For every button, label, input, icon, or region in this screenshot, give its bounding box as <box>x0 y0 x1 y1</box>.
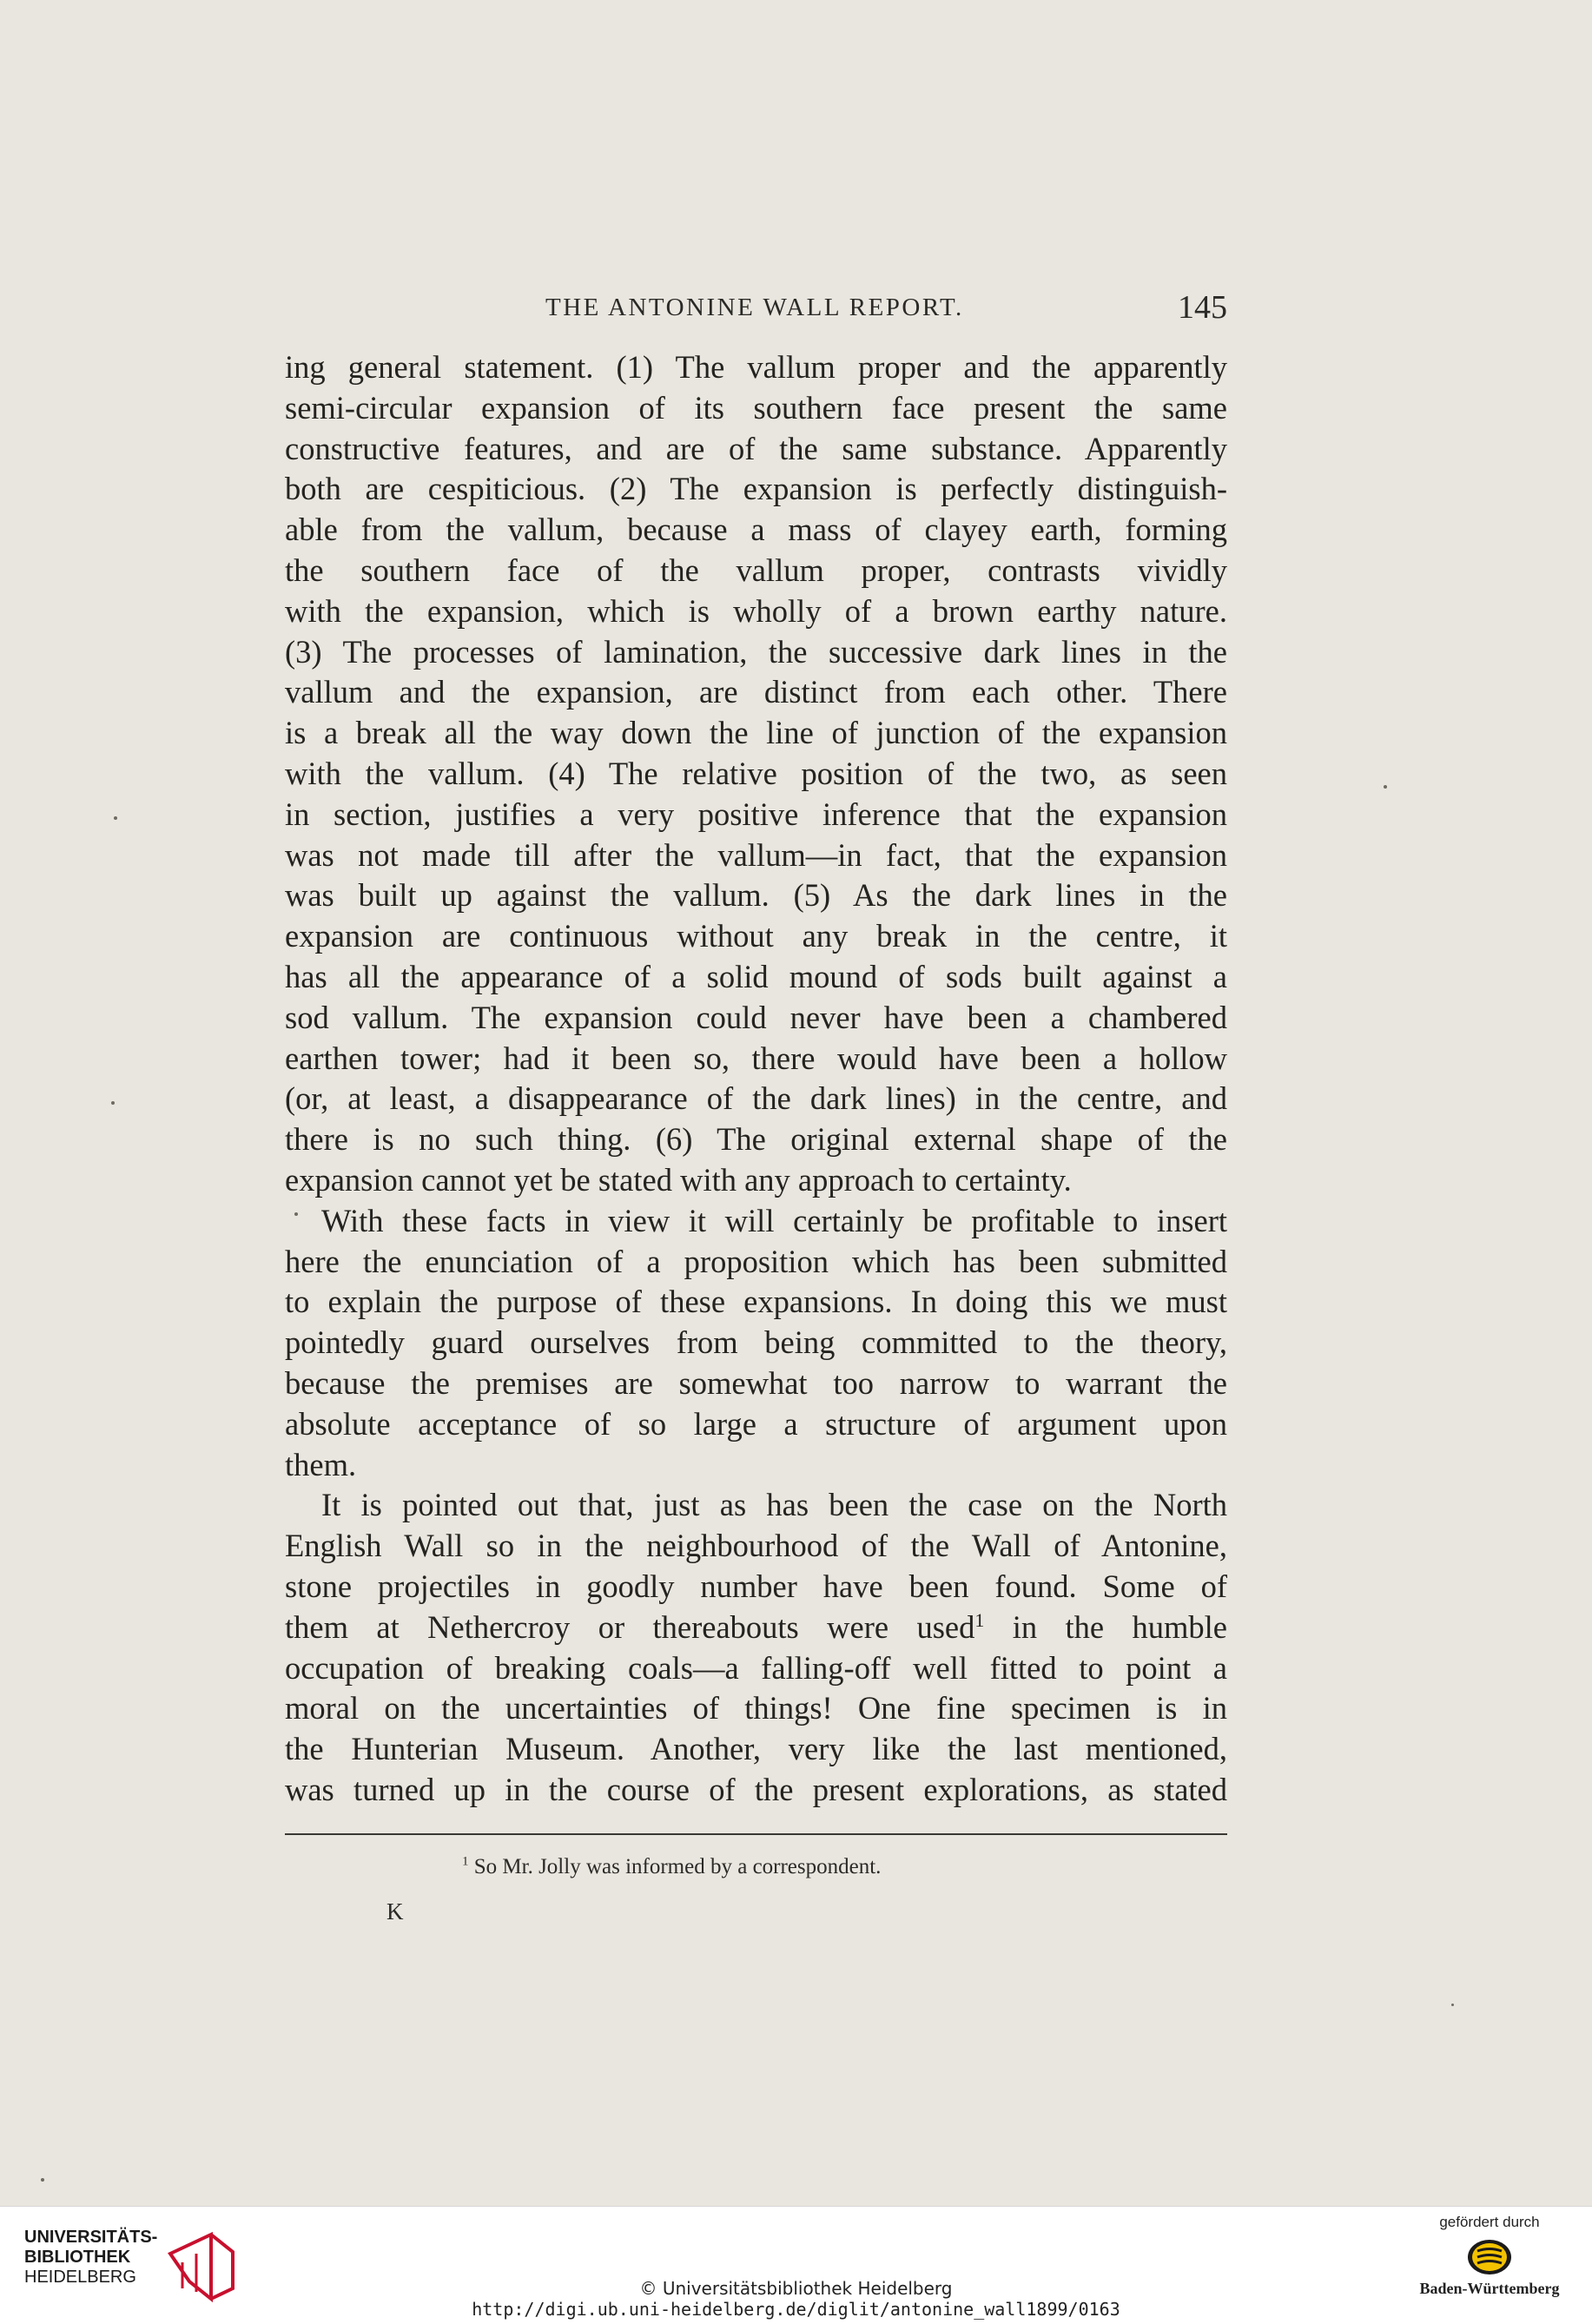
library-name-line: UNIVERSITÄTS- <box>24 2228 158 2247</box>
text-line: expansion are continuous without any break in the centre, it <box>285 918 1227 954</box>
text-line: sod vallum. The expansion could never have been a chambered <box>285 999 1227 1035</box>
text-line: has all the appearance of a solid mound of sods built against a <box>285 958 1227 994</box>
speck <box>41 2178 44 2182</box>
text-line: pointedly guard ourselves from being committed to the theory, <box>285 1324 1227 1361</box>
text-line: (3) The processes of lamination, the successive dark lines in the <box>285 633 1227 670</box>
text-line: expansion cannot yet be stated with any approach to certainty. <box>285 1161 1072 1198</box>
speck <box>1451 2004 1454 2006</box>
footnote-text: So Mr. Jolly was informed by a correspondent. <box>468 1855 882 1878</box>
text-line: It is pointed out that, just as has been the case on the North <box>321 1487 1227 1523</box>
text-line: able from the vallum, because a mass of clayey earth, forming <box>285 512 1227 548</box>
text-line: occupation of breaking coals—a falling-off well fitted to point a <box>285 1649 1227 1686</box>
text-line: there is no such thing. (6) The original external shape of the <box>285 1121 1227 1158</box>
sponsor-caption: gefördert durch <box>1439 2214 1540 2230</box>
text-line: the southern face of the vallum proper, contrasts vividly <box>285 551 1227 588</box>
speck <box>111 1101 115 1105</box>
text-line: them. <box>285 1446 357 1482</box>
text-fragment: in the humble <box>984 1608 1228 1645</box>
text-line: vallum and the expansion, are distinct from each other. There <box>285 674 1227 710</box>
text-line: was turned up in the course of the present explorations, as stated <box>285 1771 1227 1807</box>
library-name-line: BIBLIOTHEK <box>24 2248 131 2267</box>
speck <box>114 816 117 820</box>
running-head-title: THE ANTONINE WALL REPORT. <box>545 294 964 321</box>
text-line: stone projectiles in goodly number have been found. Some of <box>285 1568 1227 1604</box>
text-line: With these facts in view it will certainly be profitable to insert <box>321 1202 1227 1238</box>
text-line: with the expansion, which is wholly of a brown earthy nature. <box>285 592 1227 629</box>
text-line: English Wall so in the neighbourhood of the Wall of Antonine, <box>285 1528 1227 1564</box>
text-line: moral on the uncertainties of things! One fine specimen is in <box>285 1690 1227 1726</box>
sponsor[interactable] <box>1398 2214 1581 2298</box>
text-line: earthen tower; had it been so, there would have been a hollow <box>285 1040 1227 1076</box>
speck <box>294 1212 298 1216</box>
text-line: semi-circular expansion of its southern face present the same <box>285 389 1227 426</box>
text-line: was built up against the vallum. (5) As the dark lines in the <box>285 877 1227 914</box>
footnote-marker: 1 <box>462 1854 469 1869</box>
text-line: (or, at least, a disappearance of the dark lines) in the centre, and <box>285 1080 1227 1117</box>
text-line-with-footnote-ref <box>285 1608 1227 1648</box>
running-head <box>285 288 1227 330</box>
viewer-footer <box>0 2206 1592 2324</box>
footnote <box>462 1855 881 1879</box>
body-text <box>285 347 1227 1811</box>
text-line: the Hunterian Museum. Another, very like the last mentioned, <box>285 1731 1227 1767</box>
text-line: to explain the purpose of these expansions. In doing this we must <box>285 1284 1227 1320</box>
coat-of-arms-icon <box>1466 2238 1513 2276</box>
footnote-ref: 1 <box>974 1608 985 1631</box>
sponsor-name: Baden-Württemberg <box>1419 2280 1560 2297</box>
library-name-line: HEIDELBERG <box>24 2268 136 2287</box>
speck <box>1384 785 1387 789</box>
text-fragment: them at Nethercroy or thereabouts were used <box>285 1608 975 1645</box>
text-line: absolute acceptance of so large a structure of argument upon <box>285 1405 1227 1442</box>
text-line: was not made till after the vallum—in fact, that the expansion <box>285 836 1227 873</box>
text-line: constructive features, and are of the same substance. Apparently <box>285 430 1227 466</box>
copyright-notice: © Universitätsbibliothek Heidelberg <box>639 2278 953 2299</box>
page-number: 145 <box>1178 289 1227 326</box>
signature-mark: K <box>386 1898 404 1925</box>
text-line: is a break all the way down the line of junction of the expansion <box>285 715 1227 751</box>
text-line: ing general statement. (1) The vallum proper and the apparently <box>285 349 1227 385</box>
text-line: because the premises are somewhat too narrow to warrant the <box>285 1364 1227 1401</box>
permalink[interactable]: http://digi.ub.uni-heidelberg.de/diglit/antonine_wall1899/0163 <box>472 2299 1120 2320</box>
text-line: both are cespiticious. (2) The expansion is perfectly distinguish- <box>285 471 1227 507</box>
text-line: in section, justifies a very positive inference that the expansion <box>285 796 1227 832</box>
text-line: with the vallum. (4) The relative position of the two, as seen <box>285 755 1227 791</box>
footnote-rule <box>285 1833 1227 1835</box>
text-line: here the enunciation of a proposition which has been submitted <box>285 1243 1227 1279</box>
